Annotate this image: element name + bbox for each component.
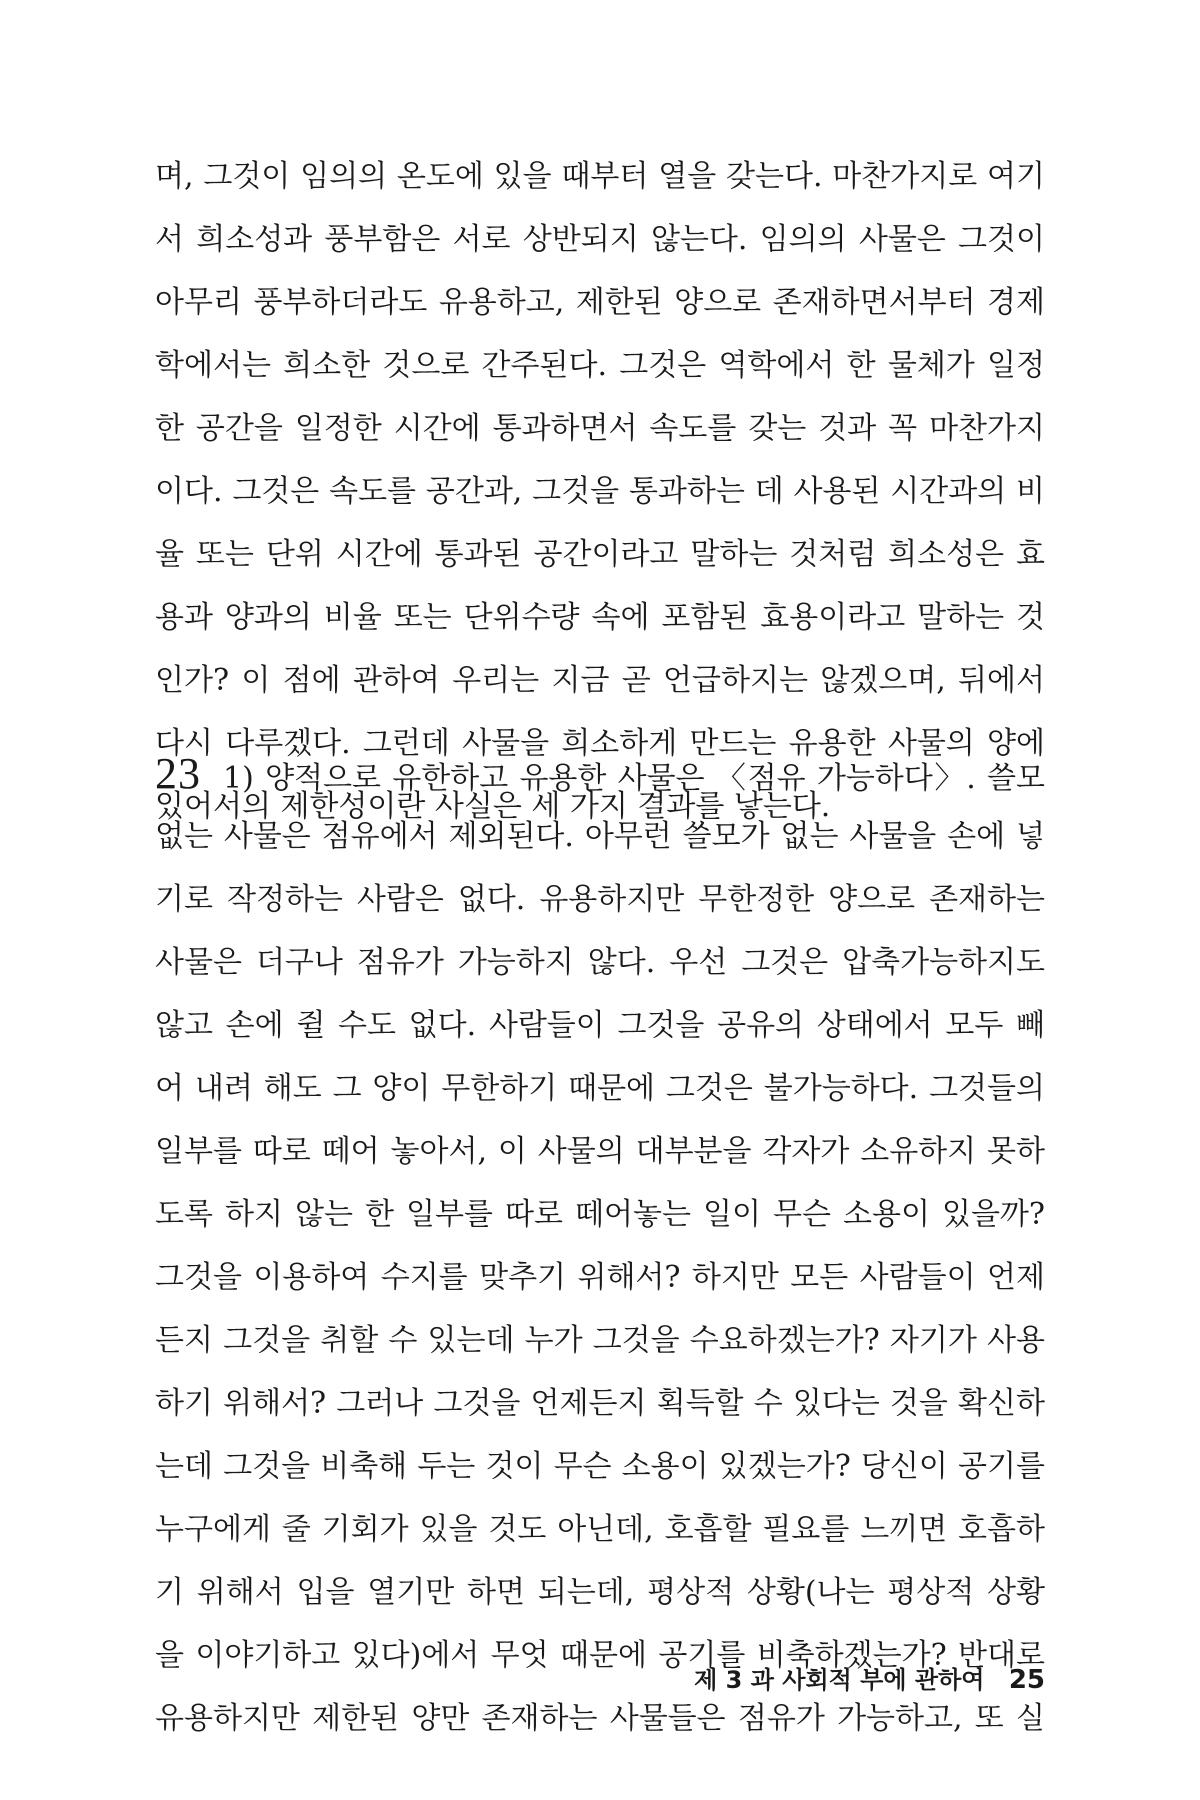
- text-line: 인가? 이 점에 관하여 우리는 지금 곧 언급하지는 않겠으며, 뒤에서: [155, 663, 1045, 698]
- text-line: 을 이야기하고 있다)에서 무엇 때문에 공기를 비축하겠는가? 반대로: [155, 1638, 1045, 1673]
- text-line: 일부를 따로 떼어 놓아서, 이 사물의 대부분을 각자가 소유하지 못하: [155, 1134, 1045, 1169]
- text-line: 다시 다루겠다. 그런데 사물을 희소하게 만드는 유용한 사물의 양에: [155, 726, 1045, 761]
- paragraph-1: [155, 145, 1045, 838]
- text-line: 1) 양적으로 유한하고 유용한 사물은 〈점유 가능하다〉. 쓸모: [223, 761, 1045, 796]
- text-line: 않고 손에 쥘 수도 없다. 사람들이 그것을 공유의 상태에서 모두 빼: [155, 1008, 1045, 1043]
- text-line: 학에서는 희소한 것으로 간주된다. 그것은 역학에서 한 물체가 일정: [155, 348, 1045, 383]
- page-footer: [600, 1660, 1045, 1700]
- chapter-title: 사회적 부에 관하여: [782, 1666, 985, 1694]
- text-line: 서 희소성과 풍부함은 서로 상반되지 않는다. 임의의 사물은 그것이: [155, 222, 1045, 257]
- text-line: 어 내려 해도 그 양이 무한하기 때문에 그것은 불가능하다. 그것들의: [155, 1071, 1045, 1106]
- text-line: 한 공간을 일정한 시간에 통과하면서 속도를 갖는 것과 꼭 마찬가지: [155, 411, 1045, 446]
- section-first-line: [155, 742, 1045, 805]
- text-line: 유용하지만 제한된 양만 존재하는 사물들은 점유가 가능하고, 또 실: [155, 1701, 1045, 1736]
- text-line: 기로 작정하는 사람은 없다. 유용하지만 무한정한 양으로 존재하는: [155, 882, 1045, 917]
- text-line: 든지 그것을 취할 수 있는데 누가 그것을 수요하겠는가? 자기가 사용: [155, 1323, 1045, 1358]
- paragraph-2: [155, 742, 1045, 1750]
- text-line: 하기 위해서? 그러나 그것을 언제든지 획득할 수 있다는 것을 확신하: [155, 1386, 1045, 1421]
- text-line: 사물은 더구나 점유가 가능하지 않다. 우선 그것은 압축가능하지도: [155, 945, 1045, 980]
- text-line: 율 또는 단위 시간에 통과된 공간이라고 말하는 것처럼 희소성은 효: [155, 537, 1045, 572]
- section-number: 23: [155, 749, 201, 798]
- text-line: 기 위해서 입을 열기만 하면 되는데, 평상적 상황(나는 평상적 상황: [155, 1575, 1045, 1610]
- text-line: 그것을 이용하여 수지를 맞추기 위해서? 하지만 모든 사람들이 언제: [155, 1260, 1045, 1295]
- text-line: 아무리 풍부하더라도 유용하고, 제한된 양으로 존재하면서부터 경제: [155, 285, 1045, 320]
- page-number: 25: [1008, 1665, 1045, 1695]
- chapter-label: 제 3 과: [694, 1666, 774, 1694]
- text-line: 누구에게 줄 기회가 있을 것도 아닌데, 호흡할 필요를 느끼면 호흡하: [155, 1512, 1045, 1547]
- text-line: 있어서의 제한성이란 사실은 세 가지 결과를 낳는다.: [155, 789, 831, 824]
- text-line: 며, 그것이 임의의 온도에 있을 때부터 열을 갖는다. 마찬가지로 여기: [155, 159, 1045, 194]
- text-line: 없는 사물은 점유에서 제외된다. 아무런 쓸모가 없는 사물을 손에 넣: [155, 819, 1045, 854]
- text-line: 는데 그것을 비축해 두는 것이 무슨 소용이 있겠는가? 당신이 공기를: [155, 1449, 1045, 1484]
- text-line: 용과 양과의 비율 또는 단위수량 속에 포함된 효용이라고 말하는 것: [155, 600, 1045, 635]
- text-line: 도록 하지 않는 한 일부를 따로 떼어놓는 일이 무슨 소용이 있을까?: [155, 1197, 1045, 1232]
- text-line: 이다. 그것은 속도를 공간과, 그것을 통과하는 데 사용된 시간과의 비: [155, 474, 1045, 509]
